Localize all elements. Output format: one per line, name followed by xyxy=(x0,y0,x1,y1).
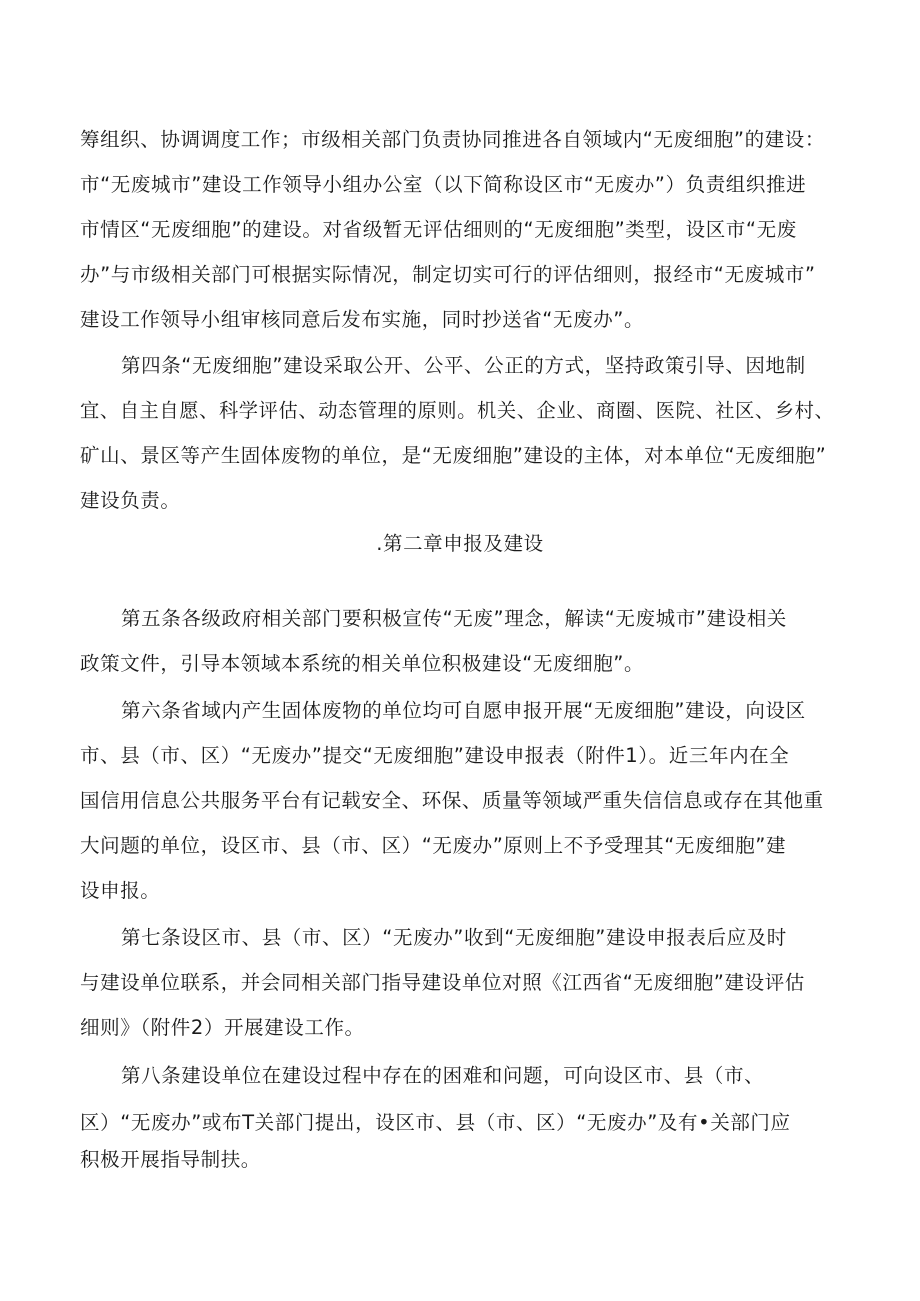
text-line: 宜、自主自愿、科学评估、动态管理的原则。机关、企业、商圈、医院、社区、乡村、 xyxy=(80,399,835,422)
text-line: 矿山、景区等产生固体废物的单位，是“无废细胞”建设的主体，对本单位“无废细胞” xyxy=(80,444,827,467)
text-line: 与建设单位联系，并会同相关部门指导建设单位对照《江西省“无废细胞”建设评估 xyxy=(80,971,805,994)
text-line: 第六条省域内产生固体废物的单位均可自愿申报开展“无废细胞”建设，向设区 xyxy=(121,699,806,722)
text-line: 设申报。 xyxy=(80,879,161,902)
text-line: 市情区“无废细胞”的建设。对省级暂无评估细则的“无废细胞”类型，设区市“无废 xyxy=(80,218,797,241)
text-line: 区）“无废办”或布T关部门提出，设区市、县（市、区）“无废办”及有•关部门应 xyxy=(80,1111,791,1134)
text-line: 积极开展指导制扶。 xyxy=(80,1148,261,1171)
text-line: 第四条“无废细胞”建设采取公开、公平、公正的方式，坚持政策引导、因地制 xyxy=(121,354,806,377)
text-line: 大问题的单位，设区市、县（市、区）“无废办”原则上不予受理其“无废细胞”建 xyxy=(80,834,787,857)
text-line: 细则》（附件2）开展建设工作。 xyxy=(80,1016,365,1039)
text-line: 第五条各级政府相关部门要积极宣传“无废”理念，解读“无废城市”建设相关 xyxy=(121,607,787,630)
text-line: 办”与市级相关部门可根据实际情况，制定切实可行的评估细则，报经市“无废城市” xyxy=(80,263,816,286)
text-line: 政策文件，引导本领域本系统的相关单位积极建设“无废细胞”。 xyxy=(80,652,645,675)
text-line: 市、县（市、区）“无废办”提交“无废细胞”建设申报表（附件1）。近三年内在全 xyxy=(80,744,790,767)
text-line: 市“无废城市”建设工作领导小组办公室（以下简称设区市“无废办”）负责组织推进 xyxy=(80,173,807,196)
text-line: 国信用信息公共服务平台有记载安全、环保、质量等领域严重失信信息或存在其他重 xyxy=(80,789,824,812)
text-line: 筹组织、协调调度工作；市级相关部门负责协同推进各自领域内“无废细胞”的建设： xyxy=(80,128,826,151)
text-line: 建设工作领导小组审核同意后发布实施，同时抄送省“无废办”。 xyxy=(80,308,645,331)
text-line: 第七条设区市、县（市、区）“无废办”收到“无废细胞”建设申报表后应及时 xyxy=(121,926,787,949)
text-line: 第八条建设单位在建设过程中存在的困难和问题，可向设区市、县（市、 xyxy=(121,1064,765,1087)
chapter-heading: .第二章申报及建设 xyxy=(376,532,544,555)
text-line: 建设负责。 xyxy=(80,489,181,512)
